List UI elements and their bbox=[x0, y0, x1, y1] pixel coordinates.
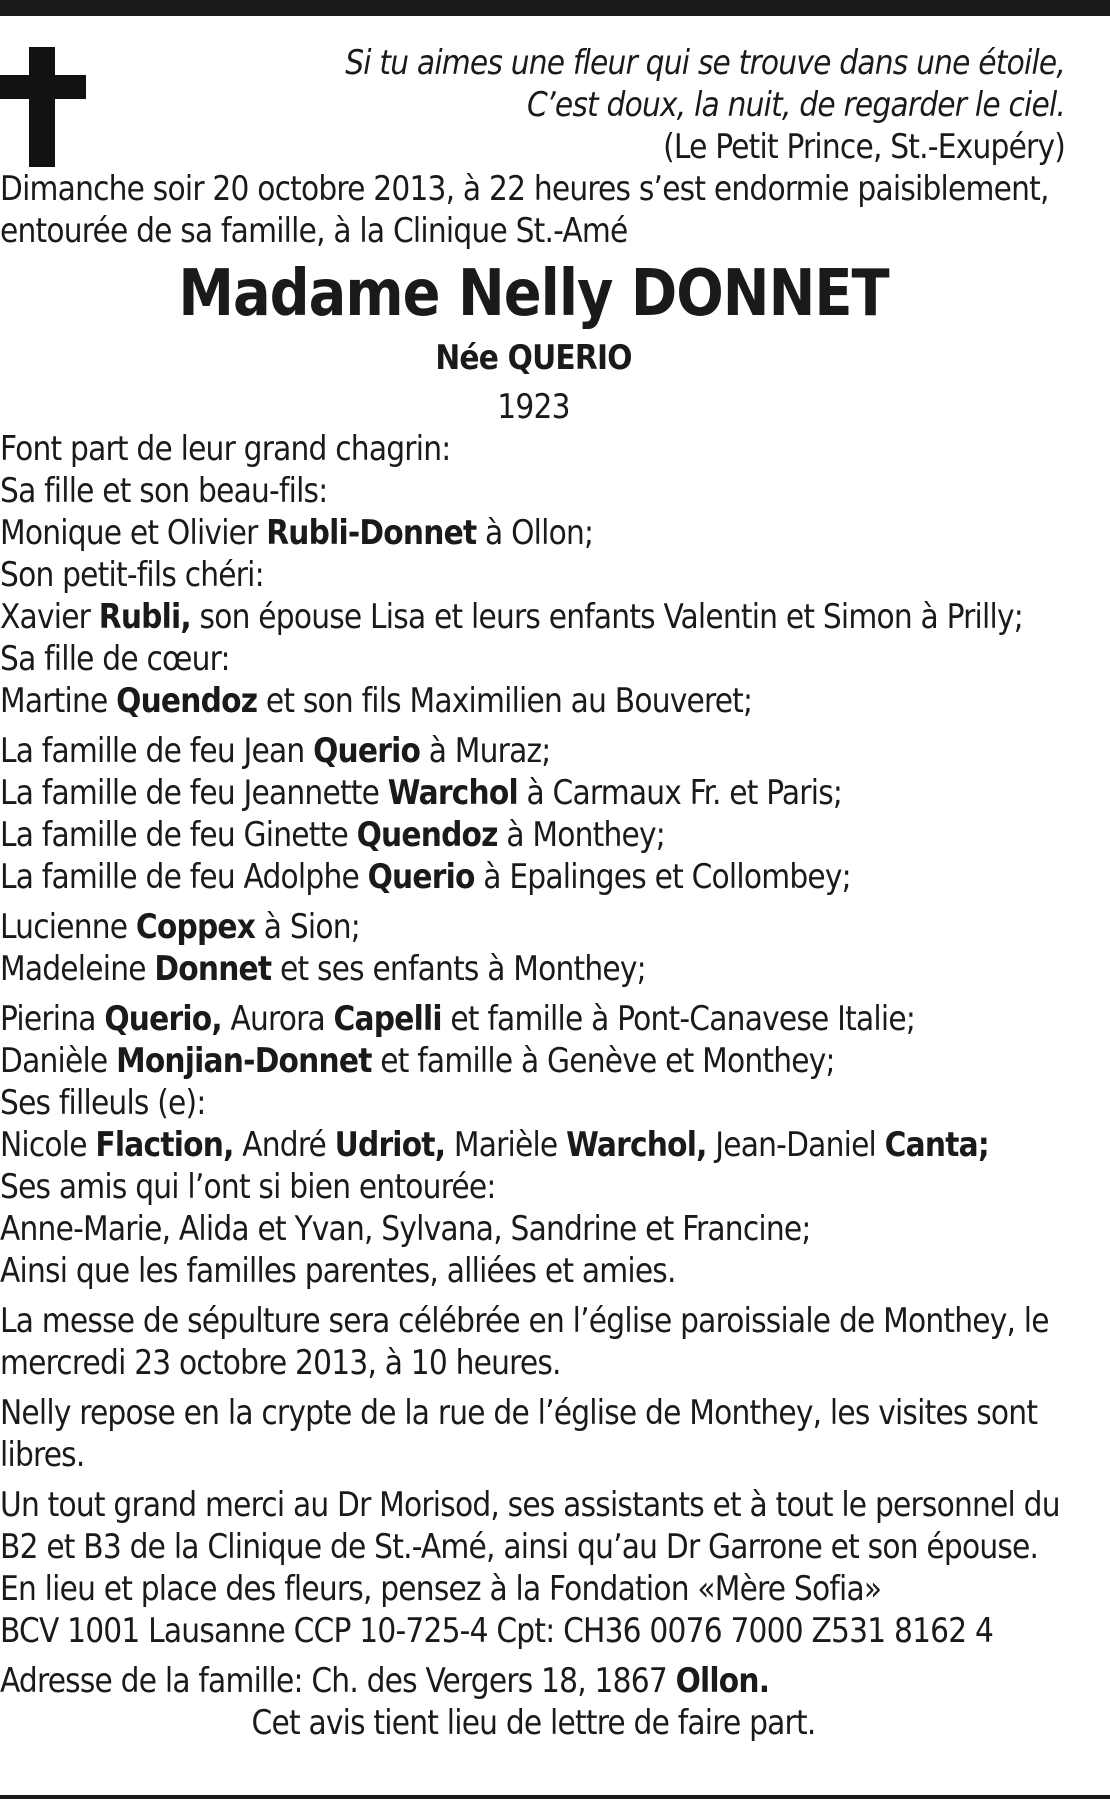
daniele-entry: Danièle Monjian-Donnet et famille à Genève et Monthey; bbox=[0, 1041, 835, 1081]
epigraph-source: (Le Petit Prince, St.-Exupéry) bbox=[663, 127, 1066, 167]
relative-entry: La famille de feu Ginette Quendoz à Monthey; bbox=[0, 815, 665, 855]
family-heading: Font part de leur grand chagrin: bbox=[0, 429, 451, 469]
epigraph-line-2: C’est doux, la nuit, de regarder le ciel. bbox=[526, 85, 1066, 125]
donation-line-2: BCV 1001 Lausanne CCP 10-725-4 Cpt: CH36 0076 7000 Z531 8162 4 bbox=[0, 1611, 994, 1651]
top-rule bbox=[0, 0, 1110, 16]
grandson-entry: Xavier Rubli, son épouse Lisa et leurs enfants Valentin et Simon à Prilly; bbox=[0, 597, 1023, 637]
lucienne-entry: Lucienne Coppex à Sion; bbox=[0, 907, 361, 947]
daughter-label: Sa fille et son beau-fils: bbox=[0, 471, 328, 511]
mass-paragraph: La messe de sépulture sera célébrée en l’église paroissiale de Monthey, le mercredi 23 octobre 2013, à 10 heures. bbox=[0, 1301, 1049, 1383]
deceased-name: Madame Nelly DONNET bbox=[178, 257, 889, 331]
pierina-entry: Pierina Querio, Aurora Capelli et famille à Pont-Canavese Italie; bbox=[0, 999, 916, 1039]
relatives-list bbox=[0, 730, 1067, 898]
relatives-group-2 bbox=[0, 906, 1067, 990]
relative-entry: La famille de feu Jean Querio à Muraz; bbox=[0, 731, 551, 771]
heart-daughter-entry: Martine Quendoz et son fils Maximilien au Bouveret; bbox=[0, 681, 753, 721]
relative-entry: La famille de feu Adolphe Querio à Epalinges et Collombey; bbox=[0, 857, 851, 897]
intro-line-2: entourée de sa famille, à la Clinique St.-Amé bbox=[0, 211, 628, 251]
heart-daughter-label: Sa fille de cœur: bbox=[0, 639, 230, 679]
obituary-notice bbox=[0, 42, 1067, 1744]
godchildren-label: Ses filleuls (e): bbox=[0, 1083, 206, 1123]
footer-note: Cet avis tient lieu de lettre de faire part. bbox=[251, 1703, 816, 1743]
epigraph bbox=[0, 42, 1067, 168]
family-address: Adresse de la famille: Ch. des Vergers 18, 1867 Ollon. bbox=[0, 1661, 770, 1701]
friends-label: Ses amis qui l’ont si bien entourée: bbox=[0, 1167, 496, 1207]
rest-paragraph: Nelly repose en la crypte de la rue de l’église de Monthey, les visites sont libres. bbox=[0, 1393, 1038, 1475]
donation-line-1: En lieu et place des fleurs, pensez à la Fondation «Mère Sofia» bbox=[0, 1569, 882, 1609]
birth-year: 1923 bbox=[497, 387, 570, 427]
epigraph-line-1: Si tu aimes une fleur qui se trouve dans une étoile, bbox=[345, 43, 1066, 83]
relative-entry: La famille de feu Jeannette Warchol à Carmaux Fr. et Paris; bbox=[0, 773, 843, 813]
intro-line-1: Dimanche soir 20 octobre 2013, à 22 heures s’est endormie paisiblement, bbox=[0, 169, 1049, 209]
thanks-paragraph: Un tout grand merci au Dr Morisod, ses assistants et à tout le personnel du B2 et B3 de la Clinique de St.-Amé, ainsi qu’au Dr Garrone et son épouse. bbox=[0, 1485, 1060, 1567]
daughter-entry: Monique et Olivier Rubli-Donnet à Ollon; bbox=[0, 513, 594, 553]
bottom-rule bbox=[0, 1795, 1110, 1799]
closing-entry: Ainsi que les familles parentes, alliées et amies. bbox=[0, 1251, 676, 1291]
relatives-group-3 bbox=[0, 998, 1067, 1292]
maiden-name: Née QUERIO bbox=[435, 338, 632, 378]
friends-entry: Anne-Marie, Alida et Yvan, Sylvana, Sandrine et Francine; bbox=[0, 1209, 811, 1249]
madeleine-entry: Madeleine Donnet et ses enfants à Monthey; bbox=[0, 949, 646, 989]
grandson-label: Son petit-fils chéri: bbox=[0, 555, 264, 595]
godchildren-entry: Nicole Flaction, André Udriot, Marièle Warchol, Jean-Daniel Canta; bbox=[0, 1125, 990, 1165]
